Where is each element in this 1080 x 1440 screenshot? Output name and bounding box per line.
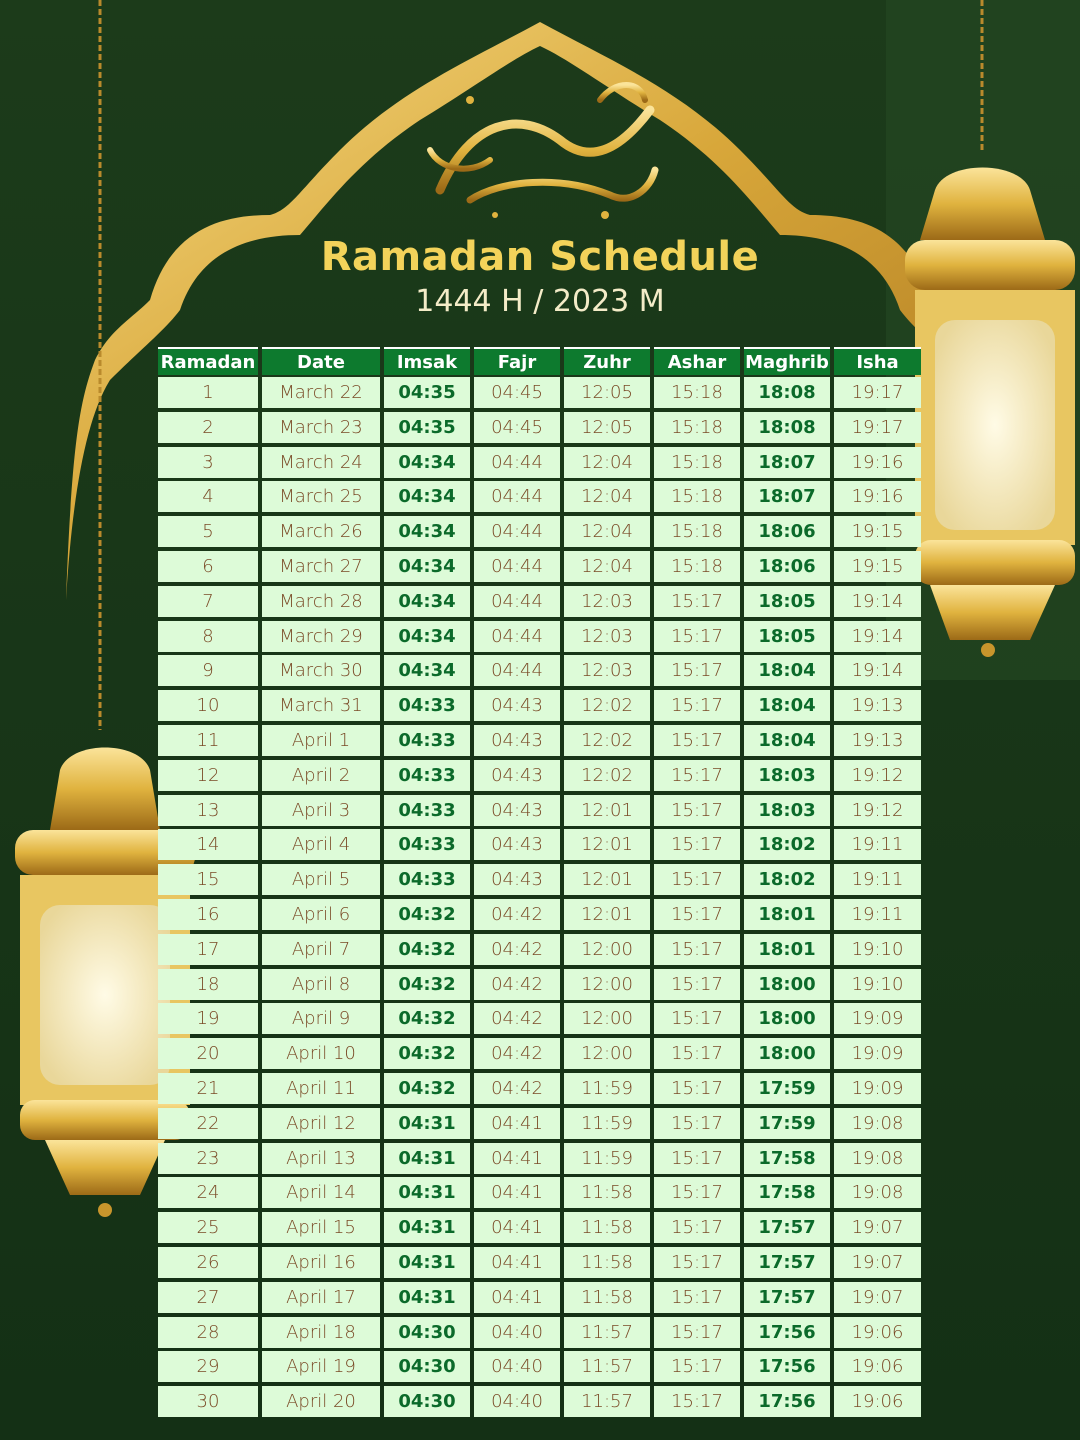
cell-ashar: 15:18 xyxy=(654,412,740,443)
header-ashar: Ashar xyxy=(654,347,740,375)
cell-imsak: 04:31 xyxy=(384,1108,470,1139)
cell-ashar: 15:17 xyxy=(654,899,740,930)
cell-fajr: 04:43 xyxy=(474,864,560,895)
cell-fajr: 04:44 xyxy=(474,516,560,547)
cell-day: 7 xyxy=(158,586,258,617)
table-row xyxy=(158,1317,921,1352)
cell-zuhr: 12:01 xyxy=(564,795,650,826)
cell-fajr: 04:43 xyxy=(474,760,560,791)
cell-fajr: 04:43 xyxy=(474,829,560,860)
cell-date: April 2 xyxy=(262,760,380,791)
table-row xyxy=(158,586,921,621)
cell-day: 13 xyxy=(158,795,258,826)
cell-ashar: 15:18 xyxy=(654,516,740,547)
cell-maghrib: 18:01 xyxy=(744,899,830,930)
cell-day: 17 xyxy=(158,934,258,965)
cell-imsak: 04:32 xyxy=(384,1003,470,1034)
cell-ashar: 15:17 xyxy=(654,621,740,652)
cell-day: 29 xyxy=(158,1351,258,1382)
cell-date: April 16 xyxy=(262,1247,380,1278)
table-row xyxy=(158,412,921,447)
cell-isha: 19:06 xyxy=(834,1351,921,1382)
table-row xyxy=(158,969,921,1004)
cell-isha: 19:09 xyxy=(834,1073,921,1104)
cell-fajr: 04:45 xyxy=(474,377,560,408)
cell-day: 23 xyxy=(158,1143,258,1174)
table-row xyxy=(158,1177,921,1212)
table-row xyxy=(158,655,921,690)
cell-imsak: 04:31 xyxy=(384,1143,470,1174)
cell-fajr: 04:44 xyxy=(474,551,560,582)
cell-maghrib: 18:00 xyxy=(744,1038,830,1069)
table-row xyxy=(158,377,921,412)
cell-imsak: 04:31 xyxy=(384,1177,470,1208)
cell-imsak: 04:30 xyxy=(384,1317,470,1348)
cell-imsak: 04:33 xyxy=(384,760,470,791)
cell-fajr: 04:41 xyxy=(474,1247,560,1278)
table-row xyxy=(158,1351,921,1386)
cell-maghrib: 18:00 xyxy=(744,969,830,1000)
cell-zuhr: 12:00 xyxy=(564,934,650,965)
cell-date: April 4 xyxy=(262,829,380,860)
cell-maghrib: 18:00 xyxy=(744,1003,830,1034)
cell-isha: 19:10 xyxy=(834,969,921,1000)
cell-maghrib: 18:08 xyxy=(744,377,830,408)
cell-maghrib: 17:58 xyxy=(744,1143,830,1174)
table-row xyxy=(158,1003,921,1038)
cell-imsak: 04:32 xyxy=(384,899,470,930)
cell-isha: 19:11 xyxy=(834,829,921,860)
cell-date: March 28 xyxy=(262,586,380,617)
cell-date: April 9 xyxy=(262,1003,380,1034)
cell-day: 28 xyxy=(158,1317,258,1348)
cell-maghrib: 17:57 xyxy=(744,1247,830,1278)
cell-maghrib: 18:03 xyxy=(744,760,830,791)
cell-maghrib: 18:01 xyxy=(744,934,830,965)
cell-day: 3 xyxy=(158,447,258,478)
cell-imsak: 04:33 xyxy=(384,829,470,860)
cell-ashar: 15:17 xyxy=(654,829,740,860)
cell-fajr: 04:40 xyxy=(474,1386,560,1417)
cell-ashar: 15:17 xyxy=(654,1282,740,1313)
cell-isha: 19:06 xyxy=(834,1386,921,1417)
cell-ashar: 15:17 xyxy=(654,1177,740,1208)
cell-fajr: 04:43 xyxy=(474,795,560,826)
cell-imsak: 04:34 xyxy=(384,621,470,652)
cell-day: 25 xyxy=(158,1212,258,1243)
cell-maghrib: 18:05 xyxy=(744,621,830,652)
page-title: Ramadan Schedule xyxy=(320,234,760,280)
cell-day: 19 xyxy=(158,1003,258,1034)
cell-ashar: 15:17 xyxy=(654,795,740,826)
header-fajr: Fajr xyxy=(474,347,560,375)
cell-imsak: 04:33 xyxy=(384,725,470,756)
cell-maghrib: 17:57 xyxy=(744,1282,830,1313)
table-row xyxy=(158,864,921,899)
cell-date: April 13 xyxy=(262,1143,380,1174)
table-row xyxy=(158,1247,921,1282)
cell-day: 20 xyxy=(158,1038,258,1069)
cell-imsak: 04:32 xyxy=(384,934,470,965)
cell-isha: 19:06 xyxy=(834,1317,921,1348)
cell-ashar: 15:17 xyxy=(654,1073,740,1104)
cell-day: 24 xyxy=(158,1177,258,1208)
cell-date: April 17 xyxy=(262,1282,380,1313)
cell-zuhr: 11:59 xyxy=(564,1108,650,1139)
cell-imsak: 04:30 xyxy=(384,1351,470,1382)
cell-fajr: 04:41 xyxy=(474,1282,560,1313)
cell-maghrib: 17:58 xyxy=(744,1177,830,1208)
cell-zuhr: 12:01 xyxy=(564,829,650,860)
cell-isha: 19:09 xyxy=(834,1003,921,1034)
cell-isha: 19:16 xyxy=(834,481,921,512)
cell-fajr: 04:44 xyxy=(474,655,560,686)
cell-zuhr: 12:01 xyxy=(564,864,650,895)
cell-fajr: 04:42 xyxy=(474,899,560,930)
cell-ashar: 15:17 xyxy=(654,1351,740,1382)
cell-day: 27 xyxy=(158,1282,258,1313)
cell-fajr: 04:44 xyxy=(474,621,560,652)
cell-date: April 7 xyxy=(262,934,380,965)
cell-imsak: 04:33 xyxy=(384,690,470,721)
cell-imsak: 04:33 xyxy=(384,795,470,826)
cell-date: March 25 xyxy=(262,481,380,512)
cell-isha: 19:13 xyxy=(834,690,921,721)
cell-fajr: 04:43 xyxy=(474,725,560,756)
cell-imsak: 04:34 xyxy=(384,481,470,512)
cell-maghrib: 18:02 xyxy=(744,864,830,895)
cell-zuhr: 12:02 xyxy=(564,760,650,791)
cell-maghrib: 18:06 xyxy=(744,516,830,547)
cell-fajr: 04:42 xyxy=(474,1003,560,1034)
cell-zuhr: 11:57 xyxy=(564,1386,650,1417)
cell-isha: 19:07 xyxy=(834,1212,921,1243)
cell-day: 10 xyxy=(158,690,258,721)
cell-zuhr: 11:58 xyxy=(564,1212,650,1243)
cell-day: 30 xyxy=(158,1386,258,1417)
cell-imsak: 04:30 xyxy=(384,1386,470,1417)
cell-date: April 11 xyxy=(262,1073,380,1104)
cell-imsak: 04:32 xyxy=(384,1038,470,1069)
cell-fajr: 04:44 xyxy=(474,586,560,617)
table-header-row xyxy=(158,347,921,377)
cell-maghrib: 18:02 xyxy=(744,829,830,860)
cell-fajr: 04:40 xyxy=(474,1317,560,1348)
cell-date: March 23 xyxy=(262,412,380,443)
cell-date: April 1 xyxy=(262,725,380,756)
cell-zuhr: 11:57 xyxy=(564,1317,650,1348)
cell-ashar: 15:17 xyxy=(654,1317,740,1348)
cell-ashar: 15:17 xyxy=(654,934,740,965)
cell-isha: 19:08 xyxy=(834,1143,921,1174)
cell-isha: 19:08 xyxy=(834,1177,921,1208)
table-row xyxy=(158,447,921,482)
cell-day: 21 xyxy=(158,1073,258,1104)
cell-fajr: 04:45 xyxy=(474,412,560,443)
cell-fajr: 04:41 xyxy=(474,1177,560,1208)
cell-maghrib: 18:03 xyxy=(744,795,830,826)
cell-ashar: 15:17 xyxy=(654,655,740,686)
cell-imsak: 04:32 xyxy=(384,969,470,1000)
table-row xyxy=(158,1212,921,1247)
cell-zuhr: 12:04 xyxy=(564,447,650,478)
cell-isha: 19:12 xyxy=(834,760,921,791)
cell-date: April 14 xyxy=(262,1177,380,1208)
cell-isha: 19:17 xyxy=(834,377,921,408)
cell-imsak: 04:34 xyxy=(384,586,470,617)
cell-zuhr: 12:00 xyxy=(564,1003,650,1034)
cell-isha: 19:15 xyxy=(834,516,921,547)
cell-ashar: 15:18 xyxy=(654,481,740,512)
cell-day: 18 xyxy=(158,969,258,1000)
cell-day: 14 xyxy=(158,829,258,860)
cell-fajr: 04:44 xyxy=(474,481,560,512)
cell-imsak: 04:34 xyxy=(384,516,470,547)
cell-imsak: 04:31 xyxy=(384,1212,470,1243)
cell-zuhr: 12:03 xyxy=(564,621,650,652)
cell-day: 8 xyxy=(158,621,258,652)
cell-day: 1 xyxy=(158,377,258,408)
cell-maghrib: 17:56 xyxy=(744,1386,830,1417)
cell-isha: 19:16 xyxy=(834,447,921,478)
cell-fajr: 04:42 xyxy=(474,969,560,1000)
cell-day: 9 xyxy=(158,655,258,686)
table-row xyxy=(158,1038,921,1073)
table-row xyxy=(158,1282,921,1317)
cell-imsak: 04:34 xyxy=(384,551,470,582)
cell-fajr: 04:42 xyxy=(474,934,560,965)
cell-isha: 19:12 xyxy=(834,795,921,826)
cell-day: 15 xyxy=(158,864,258,895)
table-row xyxy=(158,1386,921,1421)
cell-ashar: 15:17 xyxy=(654,1386,740,1417)
cell-date: April 10 xyxy=(262,1038,380,1069)
schedule-table xyxy=(158,347,921,1421)
cell-date: April 6 xyxy=(262,899,380,930)
cell-zuhr: 12:03 xyxy=(564,655,650,686)
table-row xyxy=(158,1108,921,1143)
cell-day: 6 xyxy=(158,551,258,582)
table-row xyxy=(158,899,921,934)
cell-date: April 12 xyxy=(262,1108,380,1139)
cell-ashar: 15:17 xyxy=(654,586,740,617)
cell-fajr: 04:43 xyxy=(474,690,560,721)
header-zuhr: Zuhr xyxy=(564,347,650,375)
cell-isha: 19:08 xyxy=(834,1108,921,1139)
cell-zuhr: 11:57 xyxy=(564,1351,650,1382)
cell-date: March 27 xyxy=(262,551,380,582)
cell-day: 12 xyxy=(158,760,258,791)
cell-date: April 3 xyxy=(262,795,380,826)
cell-zuhr: 12:03 xyxy=(564,586,650,617)
header-imsak: Imsak xyxy=(384,347,470,375)
table-row xyxy=(158,725,921,760)
cell-date: March 30 xyxy=(262,655,380,686)
cell-date: April 18 xyxy=(262,1317,380,1348)
cell-isha: 19:13 xyxy=(834,725,921,756)
cell-day: 26 xyxy=(158,1247,258,1278)
cell-fajr: 04:41 xyxy=(474,1108,560,1139)
cell-maghrib: 17:56 xyxy=(744,1317,830,1348)
cell-isha: 19:07 xyxy=(834,1282,921,1313)
cell-ashar: 15:17 xyxy=(654,1038,740,1069)
cell-imsak: 04:35 xyxy=(384,377,470,408)
cell-ashar: 15:18 xyxy=(654,551,740,582)
cell-isha: 19:11 xyxy=(834,899,921,930)
cell-date: April 15 xyxy=(262,1212,380,1243)
cell-zuhr: 12:01 xyxy=(564,899,650,930)
cell-isha: 19:17 xyxy=(834,412,921,443)
cell-maghrib: 17:57 xyxy=(744,1212,830,1243)
cell-imsak: 04:32 xyxy=(384,1073,470,1104)
cell-ashar: 15:17 xyxy=(654,1003,740,1034)
cell-ashar: 15:17 xyxy=(654,1247,740,1278)
cell-day: 16 xyxy=(158,899,258,930)
cell-zuhr: 12:00 xyxy=(564,1038,650,1069)
cell-date: March 22 xyxy=(262,377,380,408)
cell-zuhr: 11:58 xyxy=(564,1247,650,1278)
cell-zuhr: 12:02 xyxy=(564,690,650,721)
cell-zuhr: 12:04 xyxy=(564,481,650,512)
cell-maghrib: 18:07 xyxy=(744,447,830,478)
cell-day: 11 xyxy=(158,725,258,756)
table-row xyxy=(158,690,921,725)
cell-day: 4 xyxy=(158,481,258,512)
table-row xyxy=(158,481,921,516)
cell-ashar: 15:17 xyxy=(654,690,740,721)
cell-maghrib: 18:05 xyxy=(744,586,830,617)
cell-maghrib: 17:59 xyxy=(744,1108,830,1139)
table-row xyxy=(158,760,921,795)
table-row xyxy=(158,1073,921,1108)
cell-day: 5 xyxy=(158,516,258,547)
cell-imsak: 04:34 xyxy=(384,655,470,686)
cell-fajr: 04:41 xyxy=(474,1143,560,1174)
table-row xyxy=(158,1143,921,1178)
cell-zuhr: 12:05 xyxy=(564,412,650,443)
cell-isha: 19:14 xyxy=(834,586,921,617)
cell-ashar: 15:17 xyxy=(654,1108,740,1139)
cell-maghrib: 17:56 xyxy=(744,1351,830,1382)
cell-date: March 29 xyxy=(262,621,380,652)
cell-imsak: 04:31 xyxy=(384,1247,470,1278)
cell-fajr: 04:40 xyxy=(474,1351,560,1382)
cell-isha: 19:07 xyxy=(834,1247,921,1278)
table-row xyxy=(158,621,921,656)
cell-ashar: 15:17 xyxy=(654,969,740,1000)
cell-imsak: 04:34 xyxy=(384,447,470,478)
table-row xyxy=(158,795,921,830)
cell-zuhr: 11:59 xyxy=(564,1073,650,1104)
cell-zuhr: 12:04 xyxy=(564,551,650,582)
cell-maghrib: 17:59 xyxy=(744,1073,830,1104)
cell-date: April 20 xyxy=(262,1386,380,1417)
header-isha: Isha xyxy=(834,347,921,375)
cell-ashar: 15:17 xyxy=(654,1143,740,1174)
header-date: Date xyxy=(262,347,380,375)
table-row xyxy=(158,551,921,586)
cell-date: April 8 xyxy=(262,969,380,1000)
cell-zuhr: 11:58 xyxy=(564,1177,650,1208)
page-subtitle: 1444 H / 2023 M xyxy=(415,284,665,319)
cell-date: March 26 xyxy=(262,516,380,547)
cell-date: March 24 xyxy=(262,447,380,478)
cell-maghrib: 18:04 xyxy=(744,690,830,721)
cell-isha: 19:14 xyxy=(834,621,921,652)
cell-day: 22 xyxy=(158,1108,258,1139)
cell-date: March 31 xyxy=(262,690,380,721)
cell-fajr: 04:44 xyxy=(474,447,560,478)
cell-isha: 19:11 xyxy=(834,864,921,895)
cell-ashar: 15:18 xyxy=(654,377,740,408)
cell-zuhr: 11:58 xyxy=(564,1282,650,1313)
cell-imsak: 04:33 xyxy=(384,864,470,895)
cell-date: April 5 xyxy=(262,864,380,895)
cell-maghrib: 18:07 xyxy=(744,481,830,512)
table-row xyxy=(158,934,921,969)
cell-ashar: 15:17 xyxy=(654,725,740,756)
cell-zuhr: 12:00 xyxy=(564,969,650,1000)
cell-maghrib: 18:04 xyxy=(744,725,830,756)
cell-fajr: 04:42 xyxy=(474,1038,560,1069)
cell-isha: 19:09 xyxy=(834,1038,921,1069)
cell-isha: 19:14 xyxy=(834,655,921,686)
cell-ashar: 15:18 xyxy=(654,447,740,478)
header-ramadan: Ramadan xyxy=(158,347,258,375)
cell-ashar: 15:17 xyxy=(654,760,740,791)
cell-zuhr: 12:04 xyxy=(564,516,650,547)
cell-maghrib: 18:04 xyxy=(744,655,830,686)
table-row xyxy=(158,516,921,551)
cell-zuhr: 11:59 xyxy=(564,1143,650,1174)
cell-maghrib: 18:08 xyxy=(744,412,830,443)
cell-imsak: 04:31 xyxy=(384,1282,470,1313)
cell-ashar: 15:17 xyxy=(654,1212,740,1243)
cell-isha: 19:15 xyxy=(834,551,921,582)
cell-ashar: 15:17 xyxy=(654,864,740,895)
header-maghrib: Maghrib xyxy=(744,347,830,375)
cell-zuhr: 12:02 xyxy=(564,725,650,756)
cell-date: April 19 xyxy=(262,1351,380,1382)
table-body xyxy=(158,377,921,1421)
table-row xyxy=(158,829,921,864)
cell-fajr: 04:42 xyxy=(474,1073,560,1104)
cell-day: 2 xyxy=(158,412,258,443)
cell-fajr: 04:41 xyxy=(474,1212,560,1243)
cell-imsak: 04:35 xyxy=(384,412,470,443)
cell-maghrib: 18:06 xyxy=(744,551,830,582)
cell-zuhr: 12:05 xyxy=(564,377,650,408)
cell-isha: 19:10 xyxy=(834,934,921,965)
